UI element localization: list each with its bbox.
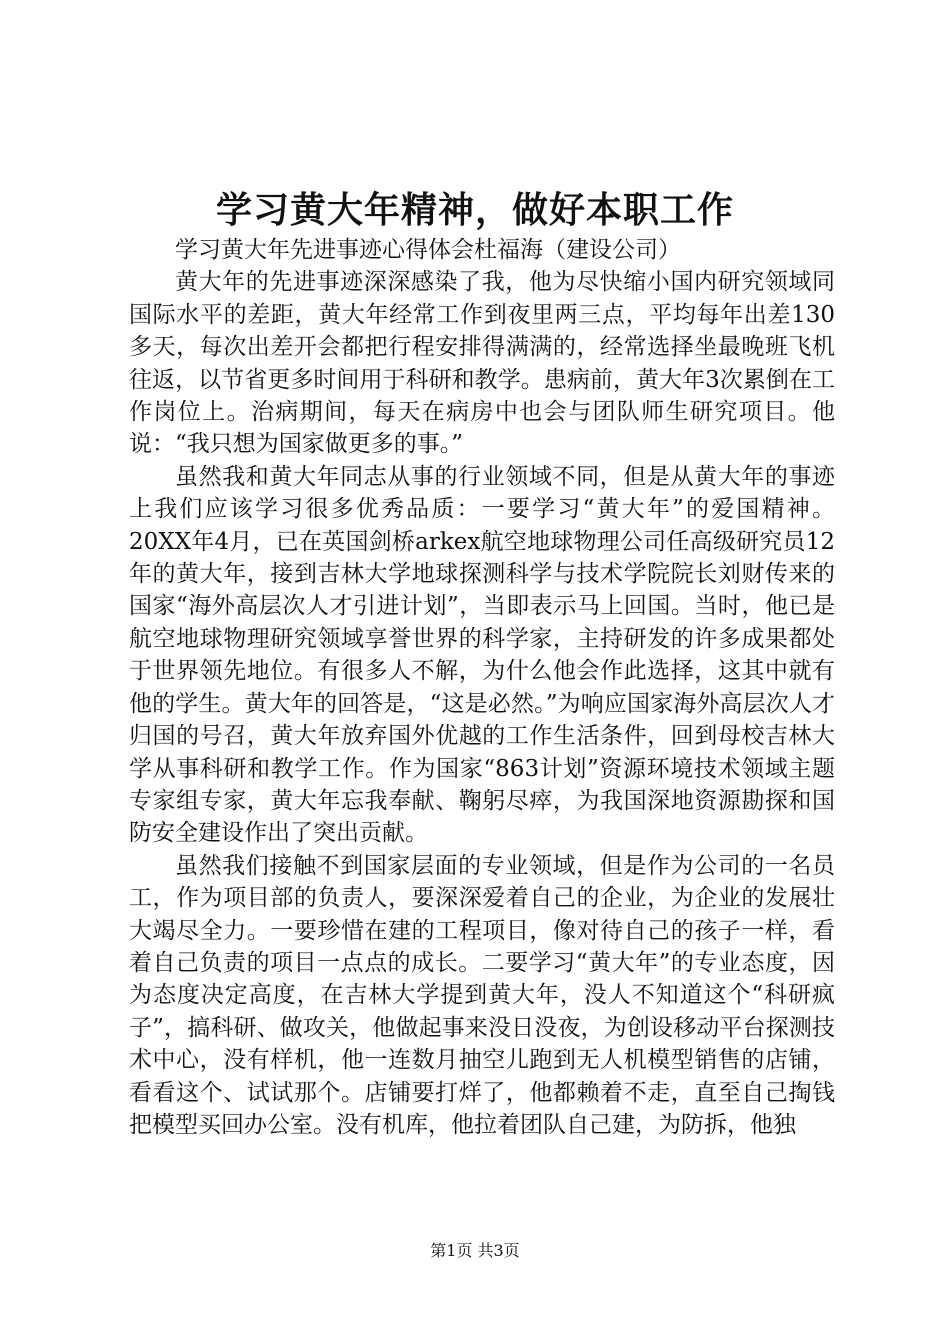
page-number: 第1页 共3页 bbox=[430, 1241, 520, 1260]
paragraph-1: 黄大年的先进事迹深深感染了我，他为尽快缩小国内研究领域同国际水平的差距，黄大年经常工作到夜里两三点，平均每年出差130多天，每次出差开会都把行程安排得满满的，经常选择坐最晚班飞机往返，以节省更多时间用于科研和教学。患病前，黄大年3次累倒在工作岗位上。治病期间，每天在病房中也会与团队师生研究项目。他说：“我只想为国家做更多的事。” bbox=[129, 269, 835, 458]
subtitle-line: 学习黄大年先进事迹心得体会杜福海（建设公司） bbox=[175, 237, 681, 263]
paragraph-2: 虽然我和黄大年同志从事的行业领域不同，但是从黄大年的事迹上我们应该学习很多优秀品质：一要学习“黄大年”的爱国精神。20XX年4月，已在英国剑桥arkex航空地球物理公司任高级研究员12年的黄大年，接到吉林大学地球探测科学与技术学院院长刘财传来的国家“海外高层次人才引进计划”，当即表示马上回国。当时，他已是航空地球物理研究领域享誉世界的科学家，主持研发的许多成果都处于世界领先地位。有很多人不解，为什么他会作此选择，这其中就有他的学生。黄大年的回答是，“这是必然。”为响应国家海外高层次人才归国的号召，黄大年放弃国外优越的工作生活条件，回到母校吉林大学从事科研和教学工作。作为国家“863计划”资源环境技术领域主题专家组专家，黄大年忘我奉献、鞠躬尽瘁，为我国深地资源勘探和国防安全建设作出了突出贡献。 bbox=[129, 463, 835, 847]
document-title: 学习黄大年精神，做好本职工作 bbox=[215, 189, 734, 231]
document-body bbox=[129, 234, 835, 1141]
paragraph-3: 虽然我们接触不到国家层面的专业领域，但是作为公司的一名员工，作为项目部的负责人，要深深爱着自己的企业，为企业的发展壮大竭尽全力。一要珍惜在建的工程项目，像对待自己的孩子一样，看着自己负责的项目一点点的成长。二要学习“黄大年”的专业态度，因为态度决定高度，在吉林大学提到黄大年，没人不知道这个“科研疯子”，搞科研、做攻关，他做起事来没日没夜，为创设移动平台探测技术中心，没有样机，他一连数月抽空儿跑到无人机模型销售的店铺，看看这个、试试那个。店铺要打烊了，他都赖着不走，直至自己掏钱把模型买回办公室。没有机库，他拉着团队自己建，为防拆，他独 bbox=[129, 852, 835, 1138]
